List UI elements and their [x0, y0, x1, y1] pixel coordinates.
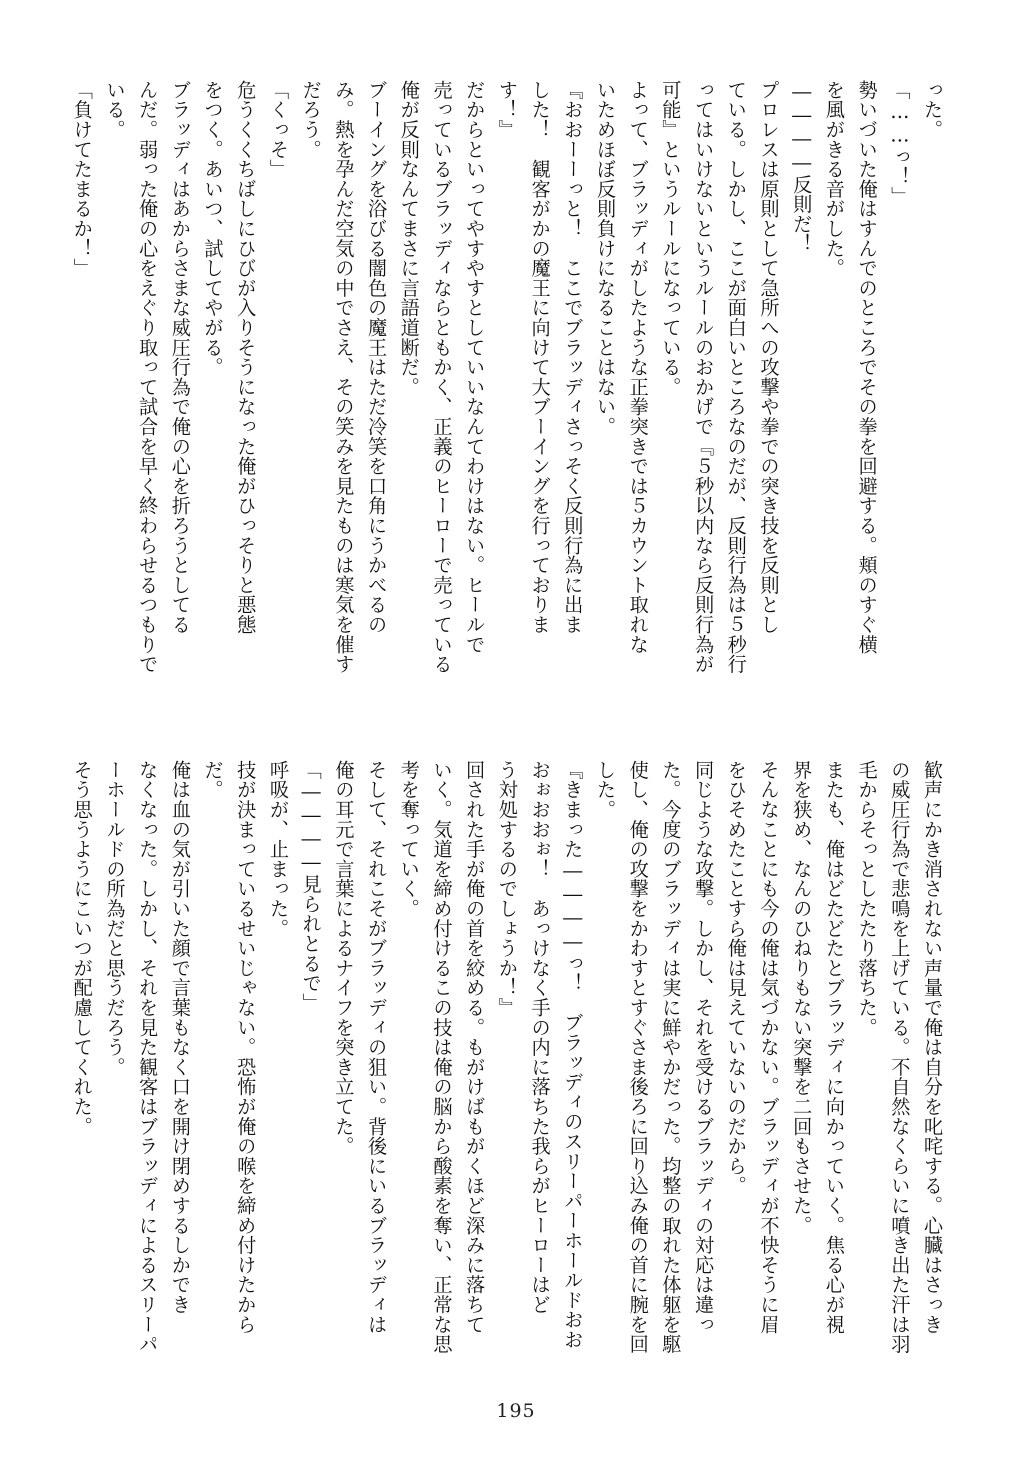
text-line: み。熱を孕んだ空気の中でさえ、その笑みを見たものは寒気を催す	[332, 80, 356, 674]
text-line: う対処するのでしょうか！』	[495, 760, 519, 1018]
text-line: 界を狭め、なんのひねりもない突撃を二回もさせた。	[790, 760, 814, 1236]
text-line: 毛からそっとしたたり落ちた。	[855, 760, 879, 1038]
text-line: 同じような攻撃。しかし、それを受けるブラッディの対応は違っ	[692, 760, 716, 1335]
text-line: 技が決まっているせいじゃない。恐怖が俺の喉を締め付けたから	[234, 760, 258, 1335]
text-line: 勢いづいた俺はすんでのところでその拳を回避する。頬のすぐ横	[855, 80, 879, 655]
text-line: す！』	[495, 80, 519, 140]
text-line: 呼吸が、止まった。	[266, 760, 290, 939]
text-line: そう思うようにこいつが配慮してくれた。	[70, 760, 94, 1137]
text-line: だ。	[201, 760, 225, 800]
text-line: いためほぼ反則負けになることはない。	[593, 80, 617, 437]
text-line: 「――――見られとるで」	[299, 760, 323, 1013]
page-number: 195	[496, 1400, 536, 1422]
text-line: をひそめたことすら俺は見えていないのだから。	[724, 760, 748, 1196]
text-line: そして、それこそがブラッディの狙い。背後にいるブラッディは	[365, 760, 389, 1335]
text-line: 使し、俺の攻撃をかわすとすぐさま後ろに回り込み俺の首に腕を回	[626, 760, 650, 1354]
text-line: よって、ブラッディがしたような正拳突きでは５カウント取れな	[626, 80, 650, 655]
text-line: いる。	[103, 80, 127, 140]
text-line: 「……っ！」	[888, 80, 912, 207]
text-line: 「負けてたまるか！」	[70, 80, 94, 278]
text-line: 「くっそ」	[266, 80, 290, 179]
bottom-text-block	[70, 760, 948, 1374]
text-line: んだ。弱った俺の心をえぐり取って試合を早く終わらせるつもりで	[136, 80, 160, 674]
text-line: 『きまった――――っ！ ブラッディのスリーパーホールドおお	[561, 760, 585, 1350]
text-line: いく。気道を締め付けるこの技は俺の脳から酸素を奪い、正常な思	[430, 760, 454, 1354]
text-line: 考を奪っていく。	[397, 760, 421, 919]
text-line: 可能』というルールになっている。	[659, 80, 683, 397]
text-line: 歓声にかき消されない声量で俺は自分を叱咤する。心臓はさっき	[921, 760, 944, 1335]
text-line: そんなことにも今の俺は気づかない。ブラッディが不快そうに眉	[757, 760, 781, 1335]
text-line: た。今度のブラッディは実に鮮やかだった。均整の取れた体躯を駆	[659, 760, 683, 1354]
text-line: 『おおーーっと！ ここでブラッディさっそく反則行為に出ま	[561, 80, 585, 635]
text-line: 危うくくちばしにひびが入りそうになった俺がひっそりと悪態	[234, 80, 258, 635]
text-line: だからといってやすやすとしていいなんてわけはない。ヒールで	[463, 80, 487, 655]
text-line: だろう。	[299, 80, 323, 160]
text-line: ている。しかし、ここが面白いところなのだが、反則行為は５秒行	[724, 80, 748, 674]
text-line: ブーイングを浴びる闇色の魔王はただ冷笑を口角にうかべるの	[365, 80, 389, 635]
text-line: おぉおおぉ！ あっけなく手の内に落ちた我らがヒーローはど	[528, 760, 552, 1315]
text-line: した。	[593, 760, 617, 820]
text-line: した！ 観客がかの魔王に向けて大ブーイングを行っておりま	[528, 80, 552, 635]
text-line: またも、俺はどたどたとブラッディに向かっていく。焦る心が視	[822, 760, 846, 1335]
text-line: 俺の耳元で言葉によるナイフを突き立てた。	[332, 760, 356, 1156]
text-line: 俺は血の気が引いた顔で言葉もなく口を開け閉めするしかでき	[168, 760, 192, 1315]
top-text-block	[70, 80, 948, 694]
text-line: ――――反則だ！	[790, 80, 814, 254]
text-line: 俺が反則なんてまさに言語道断だ。	[397, 80, 421, 397]
text-line: った。	[921, 80, 944, 140]
text-line: プロレスは原則として急所への攻撃や拳での突き技を反則とし	[757, 80, 781, 635]
text-line: の威圧行為で悲鳴を上げている。不自然なくらいに噴き出た汗は羽	[888, 760, 912, 1354]
text-line: ーホールドの所為だと思うだろう。	[103, 760, 127, 1077]
text-line: をつく。あいつ、試してやがる。	[201, 80, 225, 377]
text-line: 売っているブラッディならともかく、正義のヒーローで売っている	[430, 80, 454, 674]
text-line: なくなった。しかし、それを見た観客はブラッディによるスリーパ	[136, 760, 160, 1354]
text-line: ってはいけないというルールのおかげで『５秒以内なら反則行為が	[692, 80, 716, 674]
text-line: 回された手が俺の首を絞める。もがけばもがくほど深みに落ちて	[463, 760, 487, 1335]
text-line: ブラッディはあからさまな威圧行為で俺の心を折ろうとしてる	[168, 80, 192, 635]
text-line: を風がきる音がした。	[822, 80, 846, 278]
